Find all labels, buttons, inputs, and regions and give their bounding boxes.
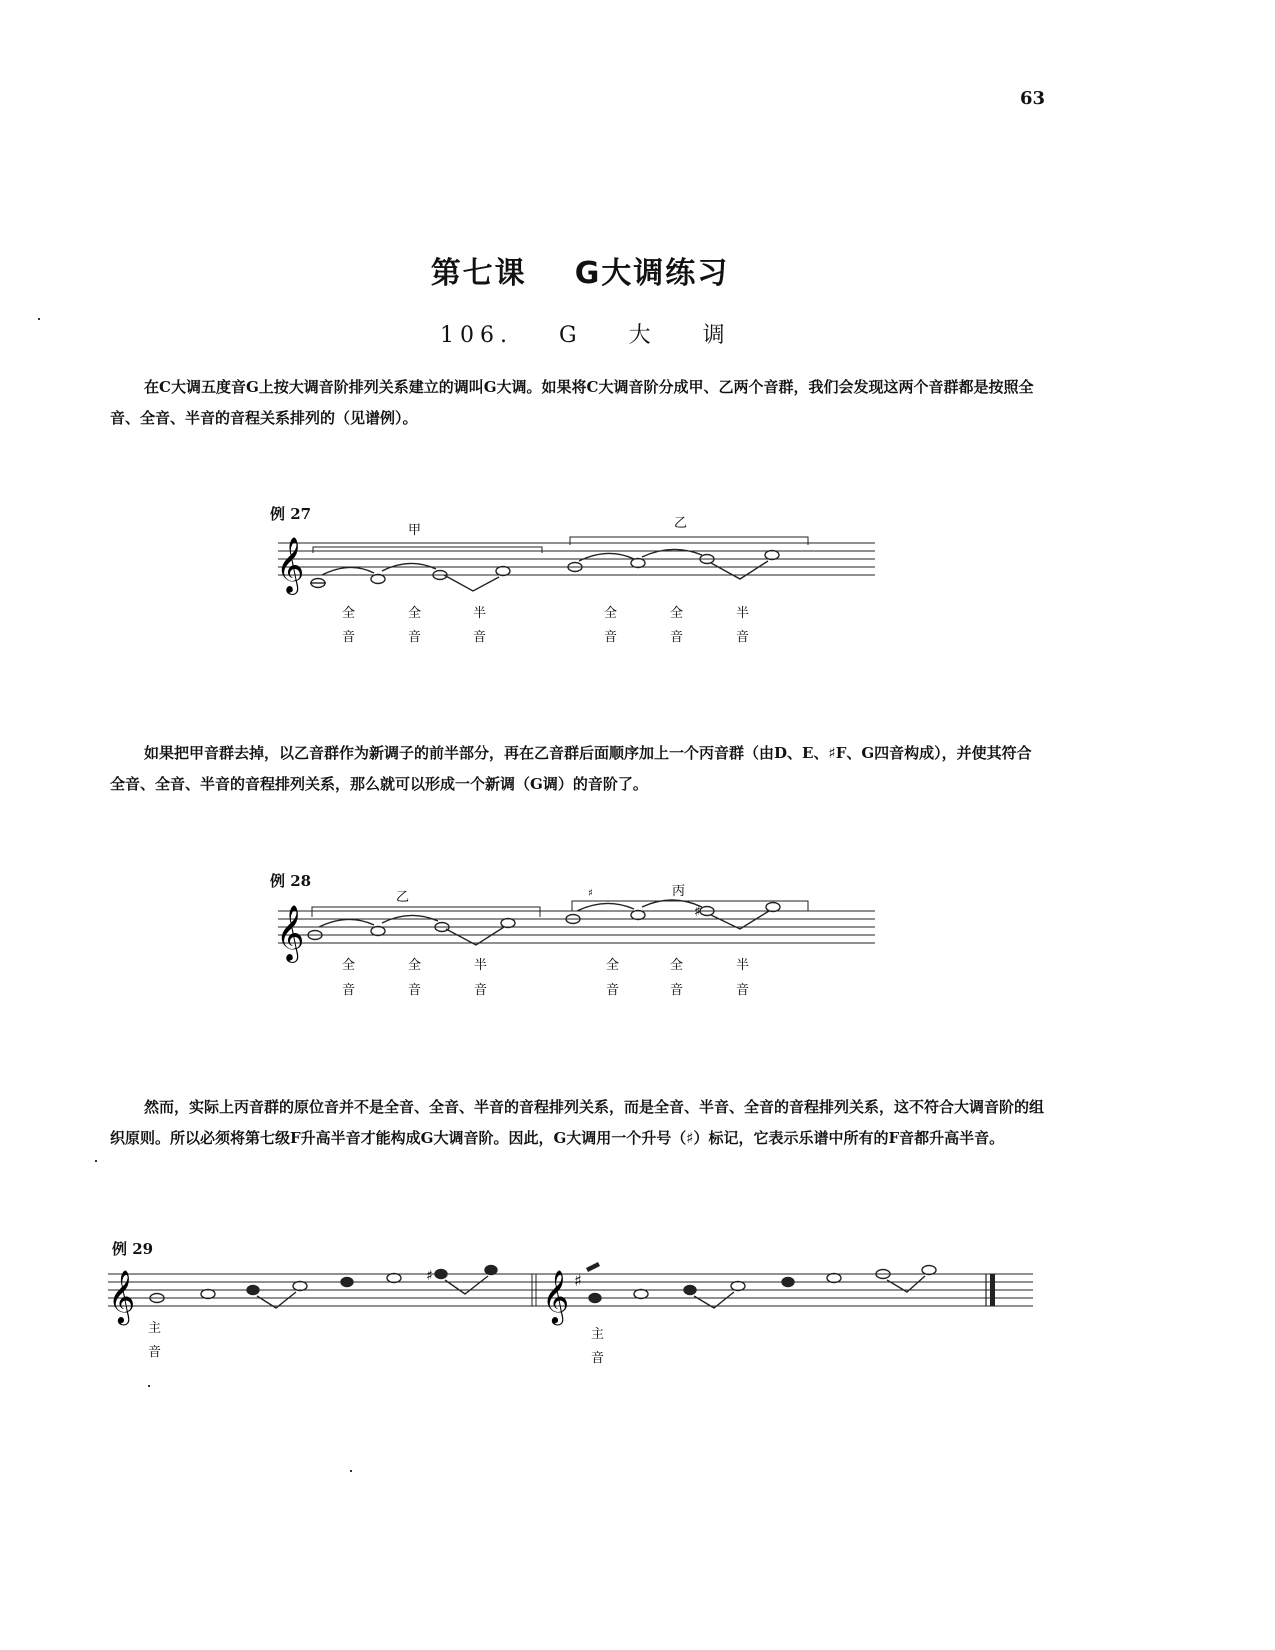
- svg-text:主: 主: [591, 1327, 605, 1342]
- svg-text:音: 音: [591, 1351, 605, 1366]
- section-char-1: 大: [628, 323, 657, 348]
- note-fsharp: [435, 1270, 447, 1279]
- lesson-title: [0, 248, 1160, 292]
- svg-text:全: 全: [604, 606, 618, 621]
- note-a: [201, 1290, 215, 1299]
- note-c: [731, 1282, 745, 1291]
- note-d: [782, 1278, 794, 1287]
- section-char-2: 调: [702, 323, 731, 348]
- page-number: 63: [1020, 88, 1046, 109]
- half-step-mark-b: [711, 561, 768, 579]
- key-signature-sharp-icon: ♯: [574, 1271, 582, 1290]
- note-g: [589, 1294, 601, 1303]
- note-d: [371, 575, 385, 584]
- note-c: [293, 1282, 307, 1291]
- note-c2: [765, 551, 779, 560]
- paragraph-2: [110, 738, 1045, 800]
- lesson-number: 第七课: [430, 256, 527, 291]
- svg-text:主: 主: [148, 1321, 162, 1336]
- svg-text:音: 音: [736, 630, 750, 645]
- paragraph-3: [110, 1092, 1045, 1154]
- svg-text:全: 全: [408, 958, 422, 973]
- slur-3: [579, 553, 634, 561]
- paragraph-3-text: 然而，实际上丙音群的原位音并不是全音、全音、半音的音程排列关系，而是全音、半音、全音的音程排列关系，这不符合大调音阶的组织原则。所以必须将第七级F升高半音才能构成G大调音阶。因此，G大调用一个升号（♯）标记，它表示乐谱中所有的F音都升高半音。: [110, 1098, 1045, 1147]
- treble-clef-icon: 𝄞: [542, 1269, 570, 1323]
- sharp-icon: ♯: [426, 1268, 433, 1284]
- group-b-label: 丙: [672, 884, 686, 899]
- svg-text:音: 音: [342, 630, 356, 645]
- section-key: G: [558, 323, 583, 348]
- section-subtitle: [440, 318, 777, 349]
- scan-speck: [38, 318, 40, 320]
- half-step-mark-2: [445, 1276, 488, 1294]
- scan-speck: [95, 1160, 97, 1162]
- svg-text:音: 音: [670, 630, 684, 645]
- svg-text:音: 音: [670, 983, 684, 998]
- note-a: [634, 1290, 648, 1299]
- section-number: 106.: [440, 323, 513, 348]
- scan-speck: [350, 1470, 352, 1472]
- svg-text:半: 半: [473, 606, 487, 621]
- svg-text:全: 全: [670, 606, 684, 621]
- svg-text:全: 全: [670, 958, 684, 973]
- paragraph-2-text: 如果把甲音群去掉，以乙音群作为新调子的前半部分，再在乙音群后面顺序加上一个丙音群（由D、E、♯F、G四音构成），并使其符合全音、全音、半音的音程排列关系，那么就可以形成一个新调（G调）的音阶了。: [110, 744, 1032, 793]
- paragraph-1-text: 在C大调五度音G上按大调音阶排列关系建立的调叫G大调。如果将C大调音阶分成甲、乙两个音群，我们会发现这两个音群都是按照全音、全音、半音的音程关系排列的（见谱例）。: [110, 378, 1034, 427]
- treble-clef-icon: 𝄞: [276, 905, 305, 961]
- lesson-topic: G大调练习: [574, 256, 730, 291]
- slur-1: [319, 919, 374, 927]
- note-f: [496, 567, 510, 576]
- slur-1: [322, 567, 374, 575]
- sharp-icon: ♯: [694, 904, 701, 920]
- svg-text:半: 半: [736, 606, 750, 621]
- example-29-label: 例 29: [112, 1240, 154, 1258]
- svg-text:音: 音: [148, 1345, 162, 1360]
- note-b: [247, 1286, 259, 1295]
- note-e: [631, 911, 645, 920]
- treble-clef-icon: 𝄞: [108, 1269, 136, 1323]
- group-a-label: 乙: [396, 890, 410, 905]
- treble-clef-icon: 𝄞: [276, 537, 305, 593]
- final-barline-thick: [990, 1274, 995, 1306]
- svg-text:音: 音: [604, 630, 618, 645]
- group-a-bracket: [313, 547, 542, 553]
- svg-text:音: 音: [473, 630, 487, 645]
- example-29-staff: [108, 1262, 1043, 1366]
- example-27-staff: [270, 516, 890, 670]
- scan-speck: [148, 1385, 150, 1387]
- ink-mark: [586, 1262, 600, 1272]
- slur-3: [577, 903, 634, 911]
- example-28-label: 例 28: [270, 872, 312, 890]
- half-step-mark-a: [446, 927, 504, 945]
- note-c: [501, 919, 515, 928]
- note-g2: [485, 1266, 497, 1275]
- svg-text:音: 音: [408, 983, 422, 998]
- group-a-bracket: [312, 907, 540, 917]
- half-step-mark-b: [711, 911, 769, 929]
- svg-text:全: 全: [342, 958, 356, 973]
- svg-text:音: 音: [408, 630, 422, 645]
- svg-text:全: 全: [408, 606, 422, 621]
- svg-text:音: 音: [736, 983, 750, 998]
- sharp-icon: ♯: [588, 888, 593, 899]
- svg-text:半: 半: [474, 958, 488, 973]
- example-27-label: 例 27: [270, 505, 312, 523]
- note-g2: [766, 903, 780, 912]
- svg-text:半: 半: [736, 958, 750, 973]
- note-a: [631, 559, 645, 568]
- paragraph-1: [110, 372, 1045, 434]
- example-28-staff: [270, 884, 890, 1033]
- note-b: [684, 1286, 696, 1295]
- note-d: [341, 1278, 353, 1287]
- note-a: [371, 927, 385, 936]
- note-g2: [922, 1266, 936, 1275]
- svg-text:全: 全: [606, 958, 620, 973]
- note-e: [387, 1274, 401, 1283]
- svg-text:全: 全: [342, 606, 356, 621]
- half-step-mark-a: [444, 575, 499, 591]
- svg-text:音: 音: [342, 983, 356, 998]
- group-b-label: 乙: [674, 516, 688, 531]
- svg-text:音: 音: [474, 983, 488, 998]
- group-b-bracket: [570, 537, 808, 545]
- svg-text:音: 音: [606, 983, 620, 998]
- group-a-label: 甲: [408, 523, 422, 538]
- note-e: [827, 1274, 841, 1283]
